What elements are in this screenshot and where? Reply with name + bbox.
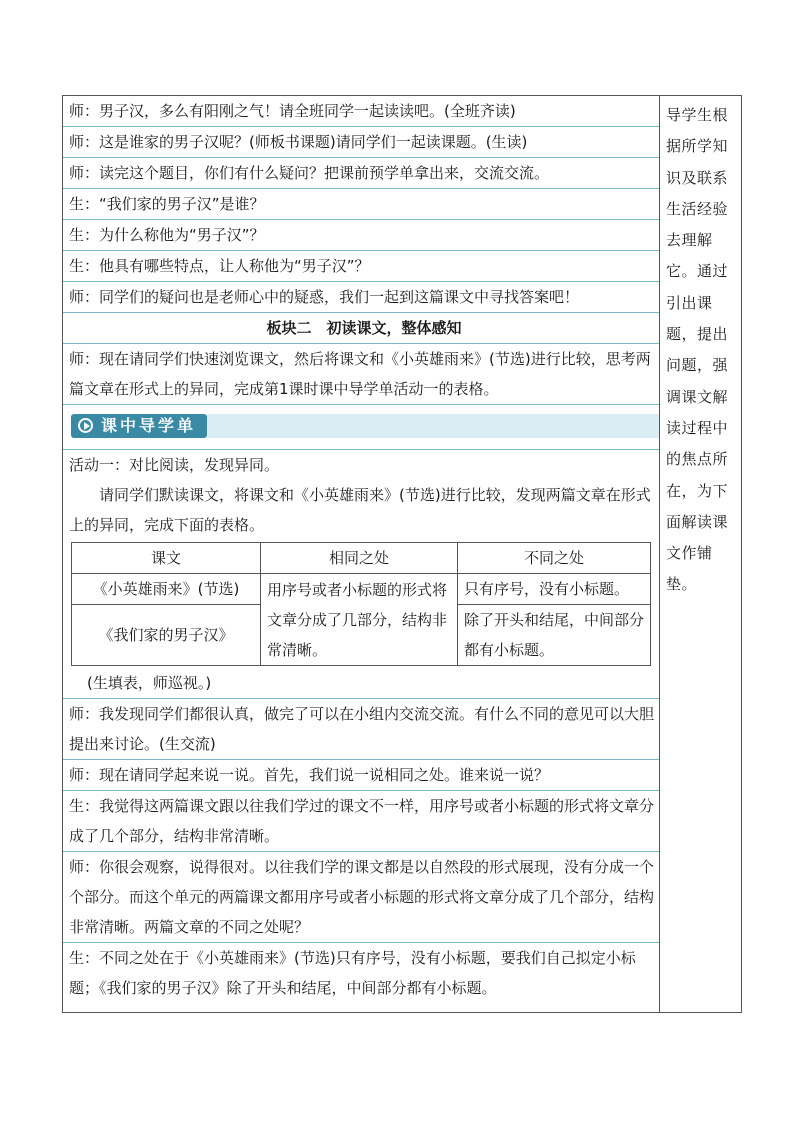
header-same: 相同之处 [261,543,458,574]
dialogue-line: 生：不同之处在于《小英雄雨来》(节选)只有序号，没有小标题，要我们自己拟定小标题；《我们家的男子汉》除了开头和结尾，中间部分都有小标题。 [69,949,636,997]
guide-banner-bar [207,414,659,438]
table-row [72,574,651,605]
side-note-line: 生活经验 [666,199,729,218]
intro-paragraph: 师：现在请同学们快速浏览课文，然后将课文和《小英雄雨来》(节选)进行比较，思考两篇文章在形式上的异同，完成第1课时课中导学单活动一的表格。 [63,344,659,405]
cell-diff-1: 只有序号，没有小标题。 [458,574,651,605]
activity-block [63,450,659,540]
section-title: 板块二 初读课文，整体感知 [63,313,659,344]
cell-text-2: 《我们家的男子汉》 [72,605,261,666]
cell-text-1: 《小英雄雨来》(节选) [72,574,261,605]
side-note-line: 的焦点所 [666,450,729,469]
table-header-row [72,543,651,574]
guide-banner-label [71,414,207,438]
side-note-line: 它。通过 [666,262,729,281]
header-diff: 不同之处 [458,543,651,574]
dialogue-line: 师：同学们的疑问也是老师心中的疑惑，我们一起到这篇课文中寻找答案吧！ [63,282,659,313]
dialogue-line: 生：为什么称他为“男子汉”？ [63,220,659,251]
side-note [660,96,742,601]
side-note-line: 面解读课 [666,512,729,531]
activity-title: 活动一：对比阅读，发现异同。 [69,456,280,474]
dialogue-line: 生：我觉得这两篇课文跟以往我们学过的课文不一样，用序号或者小标题的形式将文章分成了几个部分，结构非常清晰。 [63,791,659,852]
side-note-line: 在，为下 [666,481,729,500]
dialogue-line: 师：男子汉，多么有阳刚之气！请全班同学一起读读吧。(全班齐读) [63,96,659,127]
side-note-line: 文作铺 [666,544,713,563]
dialogue-line: 师：现在请同学起来说一说。首先，我们说一说相同之处。谁来说一说？ [63,760,659,791]
comparison-table [71,542,651,666]
dialogue-line: 生：“我们家的男子汉”是谁？ [63,189,659,220]
cell-diff-2: 除了开头和结尾，中间部分都有小标题。 [458,605,651,666]
side-note-line: 引出课 [666,293,713,312]
header-text: 课文 [72,543,261,574]
guide-banner [63,405,659,450]
side-note-line: 去理解 [666,231,713,250]
activity-text: 请同学们默读课文，将课文和《小英雄雨来》(节选)进行比较，发现两篇文章在形式上的异同，完成下面的表格。 [69,486,651,534]
side-note-line: 读过程中 [666,418,729,437]
cell-same: 用序号或者小标题的形式将文章分成了几部分，结构非常清晰。 [261,574,458,666]
main-column [63,96,659,1003]
side-note-line: 题，提出 [666,325,729,344]
side-note-line: 问题，强 [666,356,729,375]
side-note-line: 垫。 [666,575,698,594]
play-icon [78,418,93,433]
guide-banner-text: 课中导学单 [101,416,197,435]
dialogue-line: 师：你很会观察，说得很对。以往我们学的课文都是以自然段的形式展现，没有分成一个个部分。而这个单元的两篇课文都用序号或者小标题的形式将文章分成了几个部分，结构非常清晰。两篇文章的不同之处呢？ [63,852,659,943]
side-note-line: 导学生根 [666,106,729,124]
lesson-plan-frame [62,95,742,1013]
dialogue-line: 师：读完这个题目，你们有什么疑问？把课前预学单拿出来，交流交流。 [63,158,659,189]
dialogue-line: 生：他具有哪些特点，让人称他为“男子汉”？ [63,251,659,282]
teacher-note: (生填表，师巡视。) [63,668,659,699]
side-note-line: 调课文解 [666,387,729,406]
side-note-line: 识及联系 [666,168,729,187]
side-note-line: 据所学知 [666,137,729,156]
dialogue-line: 师：我发现同学们都很认真，做完了可以在小组内交流交流。有什么不同的意见可以大胆提出来讨论。(生交流) [63,699,659,760]
dialogue-line: 师：这是谁家的男子汉呢？(师板书课题)请同学们一起读课题。(生读) [63,127,659,158]
